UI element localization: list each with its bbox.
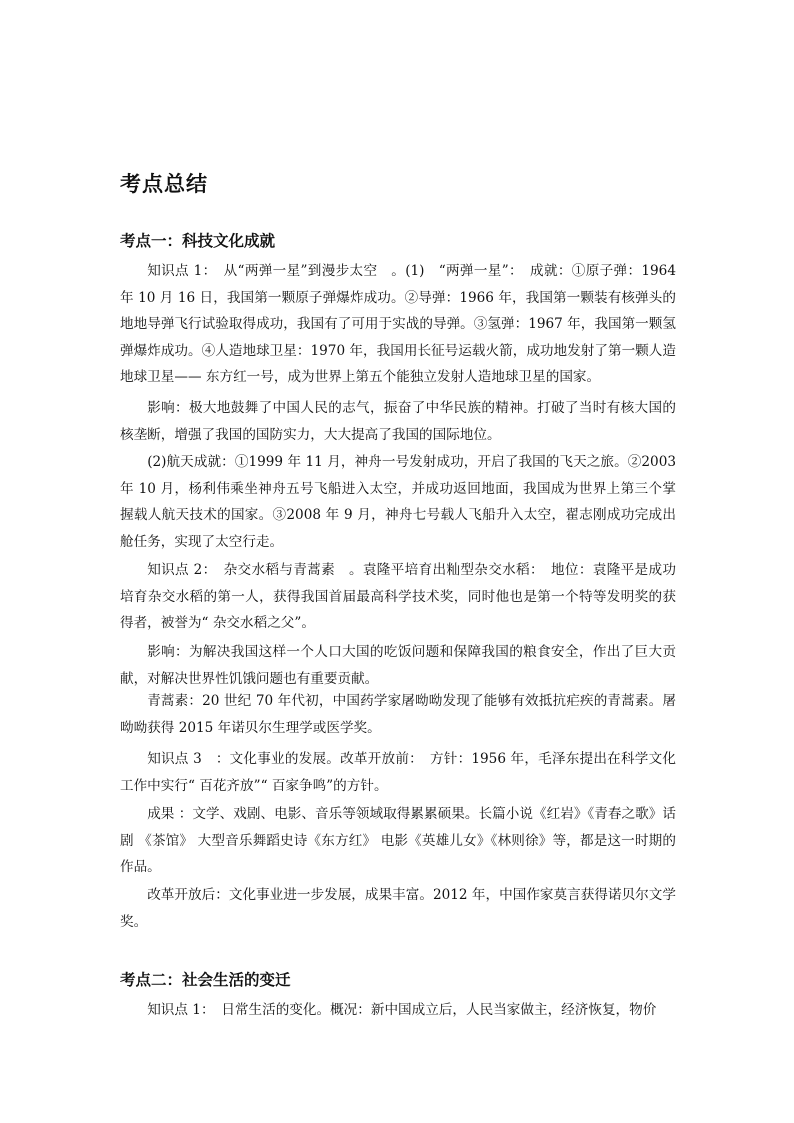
paragraph-impact-2: 影响：为解决我国这样一个人口大国的吃饭问题和保障我国的粮食安全，作出了巨大贡献，对解决世界性饥饿问题也有重要贡献。 [120, 644, 676, 687]
paragraph-after-reform: 改革开放后：文化事业进一步发展，成果丰富。2012 年，中国作家莫言获得诺贝尔文学奖。 [120, 887, 676, 930]
paragraph-section-2-knowledge-1: 知识点 1： 日常生活的变化。概况：新中国成立后，人民当家做主，经济恢复，物价 [147, 1002, 657, 1018]
paragraph-impact-1: 影响：极大地鼓舞了中国人民的志气，振奋了中华民族的精神。打破了当时有核大国的核垄断，增强了我国的国防实力，大大提高了我国的国际地位。 [120, 400, 676, 443]
section-heading-1: 考点一：科技文化成就 [120, 231, 276, 250]
paragraph-space-achievements: (2)航天成就：①1999 年 11 月，神舟一号发射成功，开启了我国的飞天之旅。②2003 年 10 月，杨利伟乘坐神舟五号飞船进入太空，并成功返回地面，我国成为世界上第三个掌握载人航天技术的国家。③2008 年 9 月，神舟七号载人飞船升入太空，翟志刚成功完成出舱任务，实现了太空行走。 [120, 454, 676, 550]
paragraph-knowledge-3: 知识点 3 ：文化事业的发展。改革开放前： 方针：1956 年，毛泽东提出在科学文化工作中实行“ 百花齐放”“ 百家争鸣”的方针。 [120, 751, 676, 794]
page-title: 考点总结 [120, 171, 208, 196]
paragraph-knowledge-1: 知识点 1： 从“两弹一星”到漫步太空 。(1) “两弹一星”： 成就：①原子弹：1964 年 10 月 16 日，我国第一颗原子弹爆炸成功。②导弹：1966 年，我国第一颗装有核弹头的地地导弹飞行试验取得成功，我国有了可用于实战的导弹。③氢弹：1967 年，我国第一颗氢弹爆炸成功。④人造地球卫星：1970 年，我国用长征号运载火箭，成功地发射了第一颗人造地球卫星—— 东方红一号，成为世界上第五个能独立发射人造地球卫星的国家。 [120, 263, 676, 385]
section-heading-2: 考点二：社会生活的变迁 [120, 970, 291, 989]
paragraph-artemisinin: 青蒿素：20 世纪 70 年代初，中国药学家屠呦呦发现了能够有效抵抗疟疾的青蒿素。屠呦呦获得 2015 年诺贝尔生理学或医学奖。 [120, 693, 676, 736]
paragraph-cultural-results: 成果 ：文学、戏剧、电影、音乐等领域取得累累硕果。长篇小说《红岩》《青春之歌》话剧 《茶馆》 大型音乐舞蹈史诗《东方红》 电影《英雄儿女》《林则徐》等，都是这一时期的作品。 [120, 806, 676, 875]
paragraph-knowledge-2: 知识点 2： 杂交水稻与青蒿素 。袁隆平培育出籼型杂交水稻： 地位：袁隆平是成功培育杂交水稻的第一人，获得我国首届最高科学技术奖，同时他也是第一个特等发明奖的获得者，被誉为“ 杂交水稻之父”。 [120, 562, 676, 631]
